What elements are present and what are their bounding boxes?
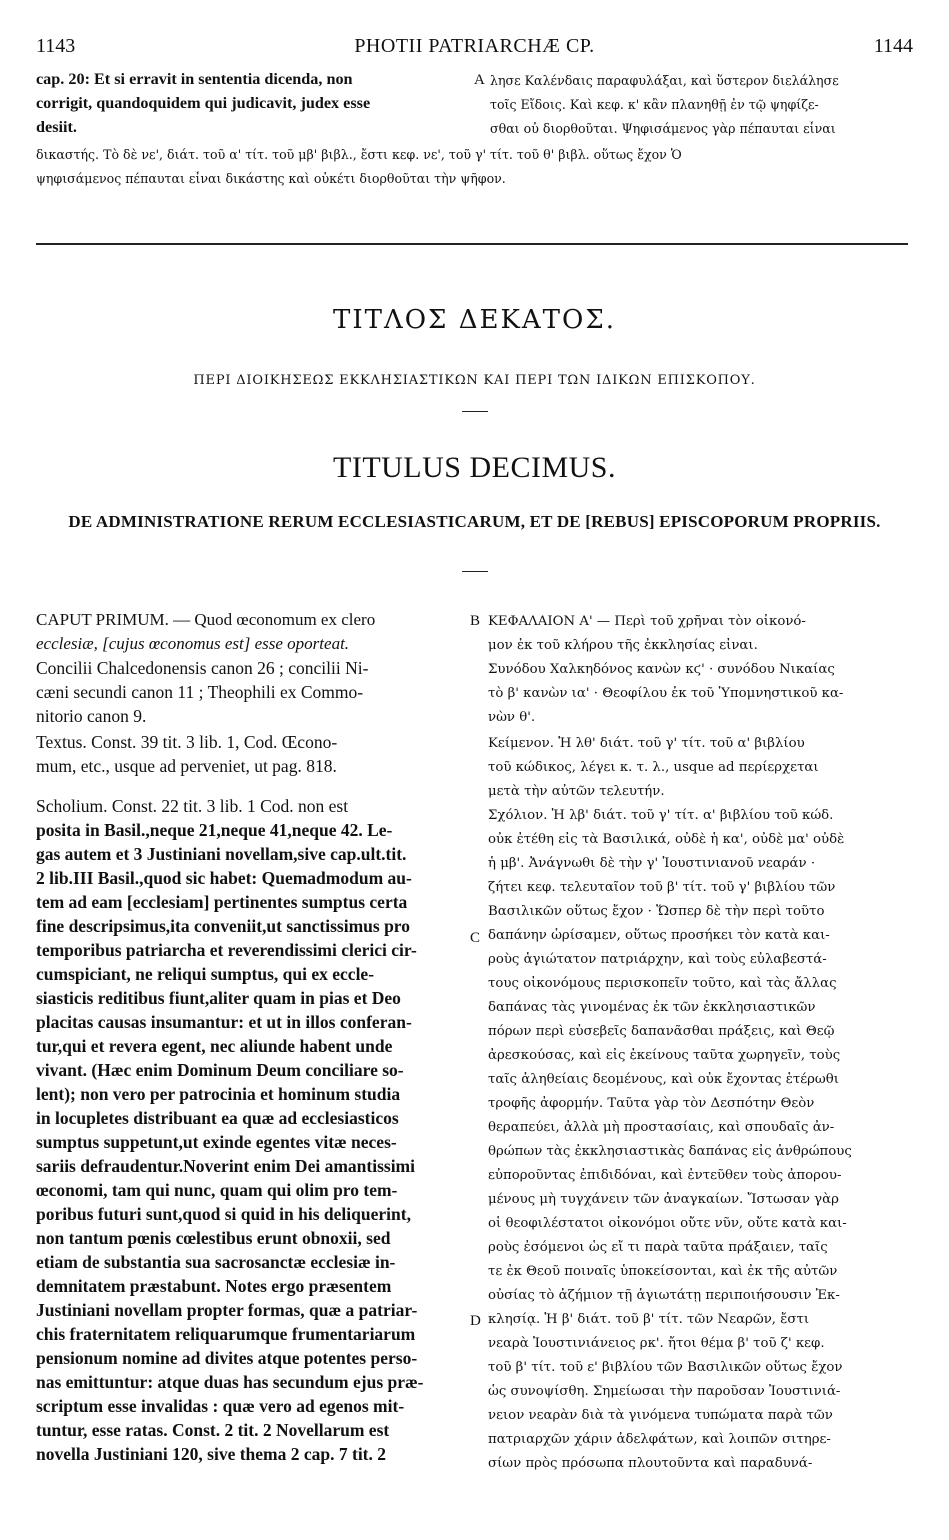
short-divider: [462, 411, 488, 412]
latin-line: nas emittuntur: atque duas has secundum ejus præ-: [36, 1372, 424, 1392]
latin-line: sumptus suppetunt,ut exinde egentes vitæ neces-: [36, 1132, 397, 1152]
latin-section-subtitle: DE ADMINISTRATIONE RERUM ECCLESIASTICARUM, ET DE [REBUS] EPISCOPORUM PROPRIIS.: [68, 512, 881, 531]
greek-line: οὐσίας τὸ ἀζήμιον τῇ ἁγιωτάτῃ περιποιήσουσιν Ἐκ-: [488, 1288, 840, 1303]
top-latin-line: corrigit, quandoquidem qui judicavit, judex esse: [36, 94, 371, 112]
latin-line: scriptum esse invalidas : quæ vero ad egenos mit-: [36, 1396, 405, 1416]
latin-line: chis fraternitatem reliquarumque frumentariarum: [36, 1324, 416, 1344]
latin-line: vivant. (Hæc enim Dominum Deum conciliare so-: [36, 1060, 404, 1080]
latin-section-title: TITULUS DECIMUS.: [333, 451, 616, 484]
top-greek-full-line: ψηφισάμενος πέπαυται εἶναι δικάστης καὶ οὐκέτι διορθοῦται τὴν ψῆφον.: [36, 171, 506, 186]
latin-line: temporibus patriarcha et reverendissimi clerici cir-: [36, 940, 417, 960]
latin-line: tuntur, esse ratas. Const. 2 tit. 2 Novellarum est: [36, 1420, 390, 1440]
greek-line: τὸ β' κανὼν ια' · Θεοφίλου ἐκ τοῦ Ὑπομνηστικοῦ κα-: [488, 686, 844, 701]
greek-line: εὐποροῦντας ἐπιδιδόναι, καὶ ἐντεῦθεν τοὺς ἀπορου-: [488, 1168, 842, 1183]
latin-line: posita in Basil.,neque 21,neque 41,neque 42. Le-: [36, 820, 393, 840]
latin-line: tur,qui et revera egent, nec aliunde habent unde: [36, 1036, 393, 1056]
greek-line: ὡς συνοψίσθη. Σημείωσαι τὴν παροῦσαν Ἰουστινιά-: [488, 1384, 841, 1399]
greek-line: Κείμενον. Ἡ λθ' διάτ. τοῦ γ' τίτ. τοῦ α' βιβλίου: [488, 736, 805, 751]
greek-line: ἡ μβ'. Ἀνάγνωθι δὲ τὴν γ' Ἰουστινιανοῦ νεαράν ·: [488, 856, 816, 871]
margin-marker-b: B: [470, 613, 481, 629]
latin-line: poribus futuri sunt,quod si quid in his deliquerint,: [36, 1204, 411, 1224]
latin-line: Textus. Const. 39 tit. 3 lib. 1, Cod. Œcono-: [36, 732, 338, 752]
top-latin-line: desiit.: [36, 118, 77, 136]
greek-line: ταῖς ἀληθείαις δεομένους, καὶ οὐκ ἔχοντας ἑτέρωθι: [488, 1072, 839, 1087]
greek-line: θρώπων τὰς ἐκκλησιαστικὰς δαπάνας εἰς ἀνθρώπους: [488, 1144, 852, 1159]
latin-line: fine descripsimus,ita conveniit,ut sanctissimus pro: [36, 916, 411, 936]
greek-line: πατριαρχῶν χάριν ἀδελφάτων, καὶ λοιπῶν σιτηρε-: [488, 1432, 831, 1447]
greek-line: τροφῆς ἀφορμήν. Ταῦτα γὰρ τὸν Δεσπότην Θεὸν: [488, 1096, 815, 1111]
top-greek-full-line: δικαστής. Τὸ δὲ νε', διάτ. τοῦ α' τίτ. τοῦ μβ' βιβλ., ἔστι κεφ. νε', τοῦ γ' τίτ. τοῦ θ' βιβλ. οὕτως ἔχον Ὁ: [36, 147, 682, 162]
greek-line: Συνόδου Χαλκηδόνος κανὼν κϛ' · συνόδου Νικαίας: [488, 662, 835, 677]
greek-line: τοῦ β' τίτ. τοῦ ε' βιβλίου τῶν Βασιλικῶν οὕτως ἔχον: [488, 1360, 843, 1375]
latin-line: etiam de substantia sua sacrosanctæ ecclesiæ in-: [36, 1252, 396, 1272]
top-latin-line: cap. 20: Et si erravit in sententia dicenda, non: [36, 70, 353, 88]
latin-line: Scholium. Const. 22 tit. 3 lib. 1 Cod. non est: [36, 796, 349, 816]
latin-line: nitorio canon 9.: [36, 706, 147, 726]
greek-line: νειον νεαρὰν διὰ τὰ γινόμενα τυπώματα παρὰ τῶν: [488, 1408, 833, 1423]
latin-line: demnitatem præstabunt. Notes ergo præsentem: [36, 1276, 392, 1296]
latin-line: novella Justiniani 120, sive thema 2 cap. 7 tit. 2: [36, 1444, 387, 1464]
greek-line: δαπάνας τὰς γινομένας ἐκ τῶν ἐκκλησιαστικῶν: [488, 1000, 816, 1015]
short-divider: [462, 571, 488, 572]
greek-line: ἀρεσκούσας, καὶ εἰς ἐκείνους ταῦτα χωρηγεῖν, τοὺς: [488, 1048, 841, 1063]
greek-line: οὐκ ἐτέθη εἰς τὰ Βασιλικά, οὐδὲ ἡ κα', οὐδὲ μα' οὐδὲ: [488, 832, 845, 847]
latin-line: sariis defraudentur.Noverint enim Dei amantissimi: [36, 1156, 415, 1176]
latin-line: lent); non vero per patrocinia et hominum studia: [36, 1084, 401, 1104]
latin-line: placitas causas insumantur: et ut in illos conferan-: [36, 1012, 412, 1032]
greek-line: οἱ θεοφιλέστατοι οἰκονόμοι οὔτε νῦν, οὔτε κατὰ και-: [488, 1216, 847, 1231]
latin-line: cæni secundi canon 11 ; Theophili ex Commo-: [36, 682, 364, 702]
latin-line: tem ad eam [ecclesiam] pertinentes sumptus certa: [36, 892, 408, 912]
greek-line: κλησίᾳ. Ἡ β' διάτ. τοῦ β' τίτ. τῶν Νεαρῶν, ἔστι: [488, 1312, 810, 1327]
greek-line: ζήτει κεφ. τελευταῖον τοῦ β' τίτ. τοῦ γ' βιβλίου τῶν: [488, 880, 836, 895]
greek-line: τους οἰκονόμους περισκοπεῖν τοῦτο, καὶ τὰς ἄλλας: [488, 976, 837, 991]
latin-line: pensionum nomine ad divites atque potentes perso-: [36, 1348, 418, 1368]
running-head: [36, 35, 913, 61]
greek-line: ροὺς ἁγιώτατον πατριάρχην, καὶ τοὺς εὐλαβεστά-: [488, 952, 827, 967]
greek-section-title: ΤΙΤΛΟΣ ΔΕΚΑΤΟΣ.: [333, 305, 616, 335]
latin-line: 2 lib.III Basil.,quod sic habet: Quemadmodum au-: [36, 868, 412, 888]
top-greek-line: τοῖς Εἴδοις. Καὶ κεφ. κ' κἂν πλανηθῇ ἐν τῷ ψηφίζε-: [490, 97, 819, 112]
latin-line: Justiniani novellam propter formas, quæ a patriar-: [36, 1300, 418, 1320]
greek-line: νεαρὰ Ἰουστινιάνειος ρκ'. ἤτοι θέμα β' τοῦ ζ' κεφ.: [488, 1336, 825, 1351]
margin-marker-c: C: [470, 930, 481, 946]
greek-line: ροὺς ἐσόμενοι ὡς εἴ τι παρὰ ταῦτα πράξαιεν, ταῖς: [488, 1240, 828, 1255]
running-title: PHOTII PATRIARCHÆ CP.: [354, 35, 595, 57]
latin-chapter-heading: CAPUT PRIMUM. — Quod œconomum ex clero: [36, 610, 376, 629]
latin-line: gas autem et 3 Justiniani novellam,sive cap.ult.tit.: [36, 844, 407, 864]
greek-section-subtitle: ΠΕΡΙ ΔΙΟΙΚΗΣΕΩΣ ΕΚΚΛΗΣΙΑΣΤΙΚΩΝ ΚΑΙ ΠΕΡΙ ΤΩΝ ΙΔΙΚΩΝ ΕΠΙΣΚΟΠΟΥ.: [193, 373, 756, 388]
greek-line: τε ἐκ Θεοῦ ποιναῖς ὑποκείσονται, καὶ ἐκ τῆς αὐτῶν: [488, 1264, 838, 1279]
latin-line: in locupletes distribuant ea quæ ad ecclesiasticos: [36, 1108, 399, 1128]
latin-line: non tantum pœnis cœlestibus erunt obnoxii, sed: [36, 1228, 391, 1248]
greek-line: θεραπεύει, ἀλλὰ μὴ προστασίαις, καὶ σπουδαῖς ἀν-: [488, 1120, 835, 1135]
latin-line: cumspiciant, ne reliqui sumptus, qui ex eccle-: [36, 964, 375, 984]
latin-line: mum, etc., usque ad perveniet, ut pag. 818.: [36, 756, 337, 776]
greek-chapter-heading: μον ἐκ τοῦ κλήρου τῆς ἐκκλησίας εἶναι.: [488, 638, 758, 653]
greek-line: πόρων περὶ εὐσεβεῖς δαπανᾶσθαι πράξεις, καὶ Θεῷ: [488, 1024, 835, 1039]
greek-line: μετὰ τὴν αὐτῶν τελευτήν.: [488, 784, 665, 799]
greek-chapter-heading: ΚΕΦΑΛΑΙΟΝ Α' — Περὶ τοῦ χρῆναι τὸν οἰκονό-: [488, 614, 806, 629]
top-greek-line: σθαι οὐ διορθοῦται. Ψηφισάμενος γὰρ πέπαυται εἶναι: [490, 121, 836, 136]
page-number-right: 1144: [873, 35, 913, 57]
latin-line: Concilii Chalcedonensis canon 26 ; concilii Ni-: [36, 658, 369, 678]
latin-chapter-heading: ecclesiæ, [cujus œconomus est] esse oporteat.: [36, 634, 350, 653]
latin-line: œconomi, tam qui nunc, quam qui olim pro tem-: [36, 1180, 398, 1200]
latin-line: siasticis reditibus fiunt,aliter quam in pias et Deo: [36, 988, 401, 1008]
margin-marker-d: D: [470, 1313, 481, 1329]
greek-line: δαπάνην ὡρίσαμεν, οὕτως προσήκει τὸν κατὰ και-: [488, 928, 830, 943]
greek-line: σίων πρὸς πρόσωπα πλουτοῦντα καὶ παραδυνά-: [488, 1456, 813, 1471]
greek-line: Βασιλικῶν οὕτως ἔχον · Ὥσπερ δὲ τὴν περὶ τοῦτο: [488, 904, 825, 919]
greek-line: νὼν θ'.: [488, 710, 536, 725]
page-number-left: 1143: [36, 35, 76, 57]
top-greek-line: λησε Καλένδαις παραφυλάξαι, καὶ ὕστερον διελάλησε: [490, 73, 839, 88]
margin-marker-a: A: [474, 72, 485, 88]
greek-line: μένους μὴ τυγχάνειν τῶν ἀναγκαίων. Ἴστωσαν γὰρ: [488, 1192, 839, 1207]
greek-line: Σχόλιον. Ἡ λβ' διάτ. τοῦ γ' τίτ. α' βιβλίου τοῦ κώδ.: [488, 808, 834, 823]
section-divider-rule: [36, 243, 908, 245]
greek-line: τοῦ κώδικος, λέγει κ. τ. λ., usque ad περίερχεται: [488, 760, 819, 775]
